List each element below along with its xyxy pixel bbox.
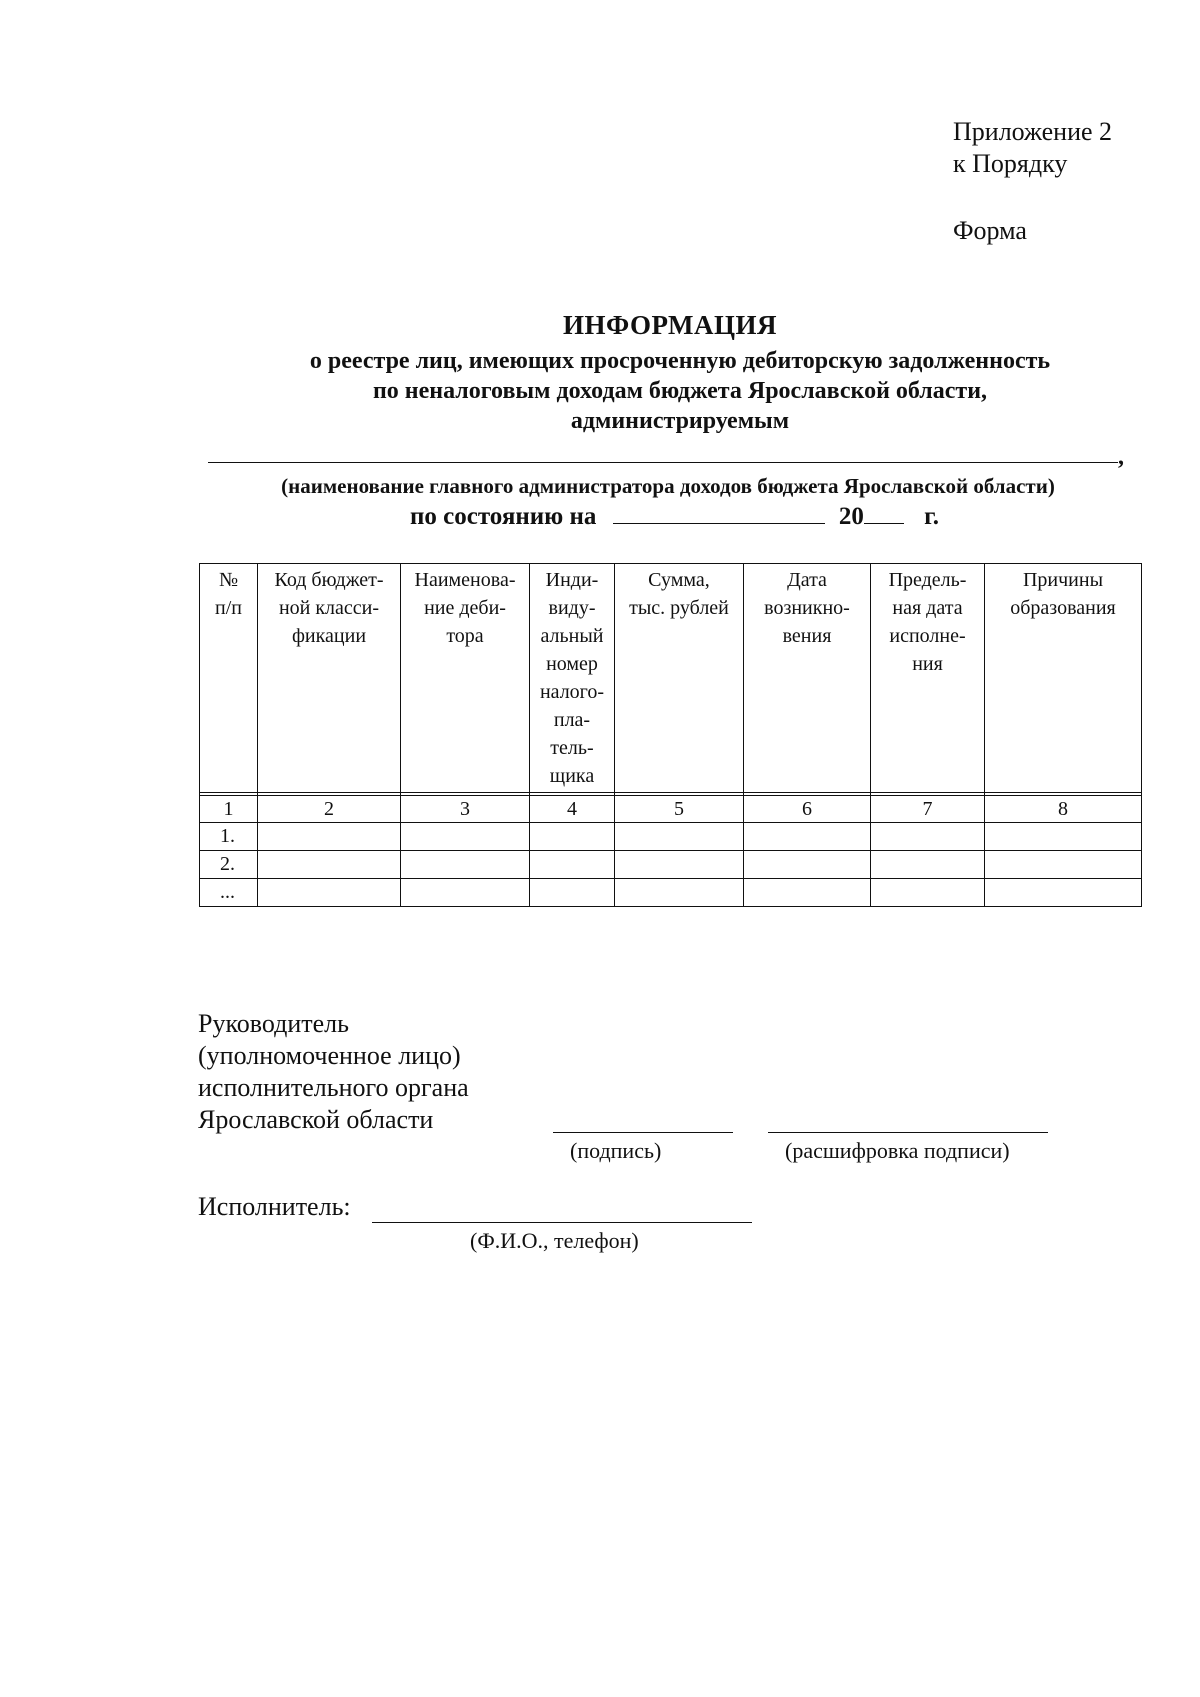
- table-cell[interactable]: [530, 879, 615, 907]
- executor-blank[interactable]: [372, 1222, 752, 1223]
- executor-caption: (Ф.И.О., телефон): [470, 1228, 639, 1253]
- administrator-name-blank[interactable]: [208, 462, 1118, 463]
- as-of-date-blank[interactable]: [613, 505, 825, 524]
- table-cell[interactable]: [615, 823, 744, 851]
- row-number-cell: ...: [200, 879, 258, 907]
- column-number-cell: 8: [985, 796, 1142, 823]
- table-cell[interactable]: [985, 879, 1142, 907]
- column-number-cell: 4: [530, 796, 615, 823]
- table-header-row: [200, 564, 1142, 793]
- as-of-suffix: г.: [924, 503, 939, 530]
- table-cell[interactable]: [871, 851, 985, 879]
- appendix-line-1: Приложение 2: [953, 117, 1113, 146]
- executor-label: Исполнитель:: [198, 1192, 351, 1221]
- signature-blank[interactable]: [553, 1132, 733, 1133]
- table-cell[interactable]: [985, 823, 1142, 851]
- table-row: [200, 851, 1142, 879]
- debtor-registry-table: [199, 563, 1142, 907]
- table-cell[interactable]: [401, 823, 530, 851]
- table-cell[interactable]: [615, 879, 744, 907]
- table-cell[interactable]: [744, 879, 871, 907]
- signature-decode-caption: (расшифровка подписи): [785, 1138, 1010, 1163]
- table-cell[interactable]: [258, 851, 401, 879]
- signature-decode-blank[interactable]: [768, 1132, 1048, 1133]
- form-label: Форма: [953, 216, 1027, 245]
- header-cell: № п/п: [200, 564, 258, 793]
- table-cell[interactable]: [871, 823, 985, 851]
- table-cell[interactable]: [258, 823, 401, 851]
- table-row: [200, 823, 1142, 851]
- column-number-cell: 5: [615, 796, 744, 823]
- column-number-cell: 3: [401, 796, 530, 823]
- table-cell[interactable]: [530, 851, 615, 879]
- as-of-year-blank[interactable]: [864, 505, 904, 524]
- table-cell[interactable]: [744, 851, 871, 879]
- signature-caption: (подпись): [570, 1138, 662, 1163]
- subtitle-line-1: о реестре лиц, имеющих просроченную дебиторскую задолженность: [309, 348, 1051, 374]
- column-number-cell: 6: [744, 796, 871, 823]
- table-cell[interactable]: [401, 879, 530, 907]
- signatory-line-2: (уполномоченное лицо): [198, 1041, 461, 1070]
- subtitle-line-3: администрируемым: [570, 408, 790, 434]
- header-cell: Дата возникно- вения: [744, 564, 871, 793]
- signatory-line-4: Ярославской области: [198, 1105, 434, 1134]
- subtitle-line-2: по неналоговым доходам бюджета Ярославской области,: [372, 378, 988, 404]
- administrator-caption: (наименование главного администратора доходов бюджета Ярославской области): [281, 474, 1055, 498]
- column-number-cell: 2: [258, 796, 401, 823]
- table-cell[interactable]: [615, 851, 744, 879]
- table-cell[interactable]: [985, 851, 1142, 879]
- header-cell: Инди- виду- альный номер налого- пла- тель- щика: [530, 564, 615, 793]
- header-cell: Сумма, тыс. рублей: [615, 564, 744, 793]
- column-number-cell: 1: [200, 796, 258, 823]
- document-subtitle: [180, 346, 1180, 436]
- appendix-reference: [953, 116, 1112, 180]
- administrator-comma: ,: [1118, 444, 1124, 470]
- row-number-cell: 2.: [200, 851, 258, 879]
- header-cell: Предель- ная дата исполне- ния: [871, 564, 985, 793]
- document-title: ИНФОРМАЦИЯ: [563, 310, 777, 340]
- row-number-cell: 1.: [200, 823, 258, 851]
- table-cell[interactable]: [258, 879, 401, 907]
- signatory-line-3: исполнительного органа: [198, 1073, 469, 1102]
- header-cell: Причины образования: [985, 564, 1142, 793]
- column-number-cell: 7: [871, 796, 985, 823]
- column-number-row: [200, 796, 1142, 823]
- table-row: [200, 879, 1142, 907]
- header-cell: Наименова- ние деби- тора: [401, 564, 530, 793]
- appendix-line-2: к Порядку: [953, 149, 1068, 178]
- table-cell[interactable]: [871, 879, 985, 907]
- as-of-year-prefix: 20: [838, 503, 864, 530]
- table-cell[interactable]: [530, 823, 615, 851]
- signatory-block: [198, 1008, 469, 1136]
- table-cell[interactable]: [744, 823, 871, 851]
- signatory-line-1: Руководитель: [198, 1009, 349, 1038]
- header-cell: Код бюджет- ной класси- фикации: [258, 564, 401, 793]
- as-of-date-line: [410, 503, 939, 531]
- as-of-prefix: по состоянию на: [410, 503, 597, 530]
- table-cell[interactable]: [401, 851, 530, 879]
